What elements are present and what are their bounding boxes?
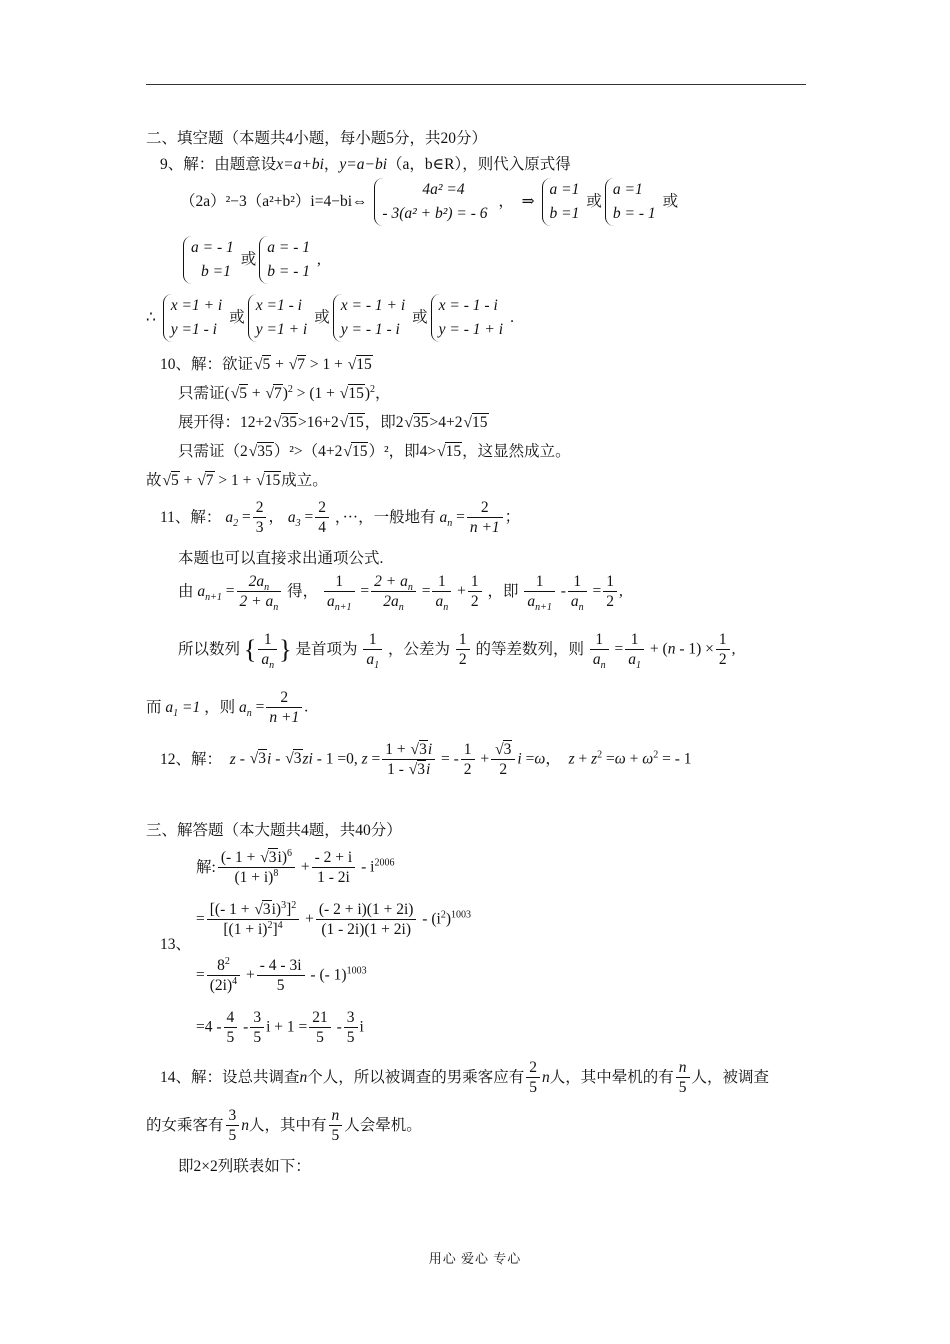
section3-title: 三、解答题（本大题共4题，共40分）	[146, 822, 402, 839]
p14-line1: 14、解：设总共调查n个人，所以被调查的男乘客应有 $\frac{2}{5}$ n人，其中晕机的有 $\frac{n}{5}$ 人，被调查	[160, 1059, 770, 1097]
p10-need2: 只需证（2√ 35）²>（4+2√ 15）²，即4>√ 15，这显然成立。	[178, 443, 571, 461]
p11-final: 而 $a_1 =1$ ，则 $a_n$ = $\frac{2}{n +1}$ .	[146, 689, 309, 727]
p13-line2: = $\frac{[(- 1 + √ 3i)^3]^2}{[(1 + i)^2]^4}$ + $\frac{(- 2 + i)(1 + 2i)}{(1 - 2i)(1 + 2i)}$ - $(i^2)^{1003}$	[196, 900, 471, 940]
p9-equation: （2a）²−3（a²+b²）i=4−bi⇔ 4a² =4 - 3(a² + b²) = - 6 ， ⇒ a =1 b =1 或 a =1 b = - 1 或	[180, 178, 678, 226]
p12: 12、解： z - √ 3i - √ 3zi - 1 =0, z = $\frac{1 + √ 3i}{1 - √ 3i}$ = - $\frac{1}{2}$ + √ $\frac{3}{2}$ i =ω， $z + z^2 =\omega + \omega^2$ = - 1	[160, 740, 691, 780]
p13-line4: =4 - $\frac{4}{5}$ - $\frac{3}{5}$ i + 1 = $\frac{21}{5}$ - $\frac{3}{5}$ i	[196, 1009, 364, 1047]
p11-seq: 所以数列 { $\frac{1}{a_n}$ } 是首项为 $\frac{1}{a_1}$ ，公差为 $\frac{1}{2}$ 的等差数列，则 $\frac{1}{a_n}$ = $\frac{1}{a_1}$ + (n - 1) × $\frac{1}{2}$ ,	[178, 631, 736, 672]
p9-solutions-b: a = - 1 b =1 或 a = - 1 b = - 1 ,	[180, 236, 321, 284]
p10-need: 只需证(√ 5 + √ 7)$^2$ > (1 + √ 15)$^2$，	[178, 385, 391, 403]
p10-expand: 展开得：12+2√ 35>16+2√ 15，即2√ 35>4+2√ 15	[178, 414, 489, 432]
p14-line2: 的女乘客有 $\frac{3}{5}$ n人，其中有 $\frac{n}{5}$ 人会晕机。	[146, 1107, 422, 1145]
p11-from: 由 $a_{n+1}$ = $\frac{2a_n}{2 + a_n}$ 得， $\frac{1}{a_{n+1}}$ = $\frac{2 + a_n}{2a_n}$ = $\frac{1}{a_n}$ + $\frac{1}{2}$ ，即 $\frac{1}{a_{n+1}}$ - $\frac{1}{a_n}$ = $\frac{1}{2}$ ,	[178, 573, 623, 614]
p13-line1: 解: $\frac{(- 1 + √ 3i)^6}{(1 + i)^8}$ + $\frac{- 2 + i}{1 - 2i}$ - $i^{2006}$	[196, 848, 394, 888]
p11-direct: 本题也可以直接求出通项公式.	[178, 550, 384, 567]
p13-label: 13、	[160, 936, 192, 953]
p9-lead: 9、解：由题意设x=a+bi，y=a−bi（a，b∈R），则代入原式得	[160, 156, 571, 173]
page-footer: 用心 爱心 专心	[428, 1251, 522, 1266]
p13-line3: = $\frac{8^2}{(2i)^4}$ + $\frac{- 4 - 3i}{5}$ - (- 1)$^{1003}$	[196, 955, 367, 995]
p10-hence: 故√ 5 + √ 7 > 1 + √ 15成立。	[146, 472, 328, 490]
header-rule	[146, 84, 806, 85]
p10-lead: 10、解：欲证√ 5 + √ 7 > 1 + √ 15	[160, 356, 373, 374]
section2-title: 二、填空题（本题共4小题，每小题5分，共20分）	[146, 130, 488, 147]
p11-lead: 11、解： $a_2$ = $\frac{2}{3}$ ， $a_3$ = $\frac{2}{4}$ ，···，一般地有 $a_n$ = $\frac{2}{n +1}$ ；	[160, 499, 521, 537]
system-1: 4a² =4 - 3(a² + b²) = - 6	[374, 178, 491, 226]
p9-result: ∴ x =1 + i y =1 - i 或 x =1 - i y =1 + i 或 x = - 1 + i y = - 1 - i 或 x = - 1 - i y = - 1 + i .	[146, 294, 514, 342]
p14-line3: 即2×2列联表如下：	[178, 1158, 311, 1175]
